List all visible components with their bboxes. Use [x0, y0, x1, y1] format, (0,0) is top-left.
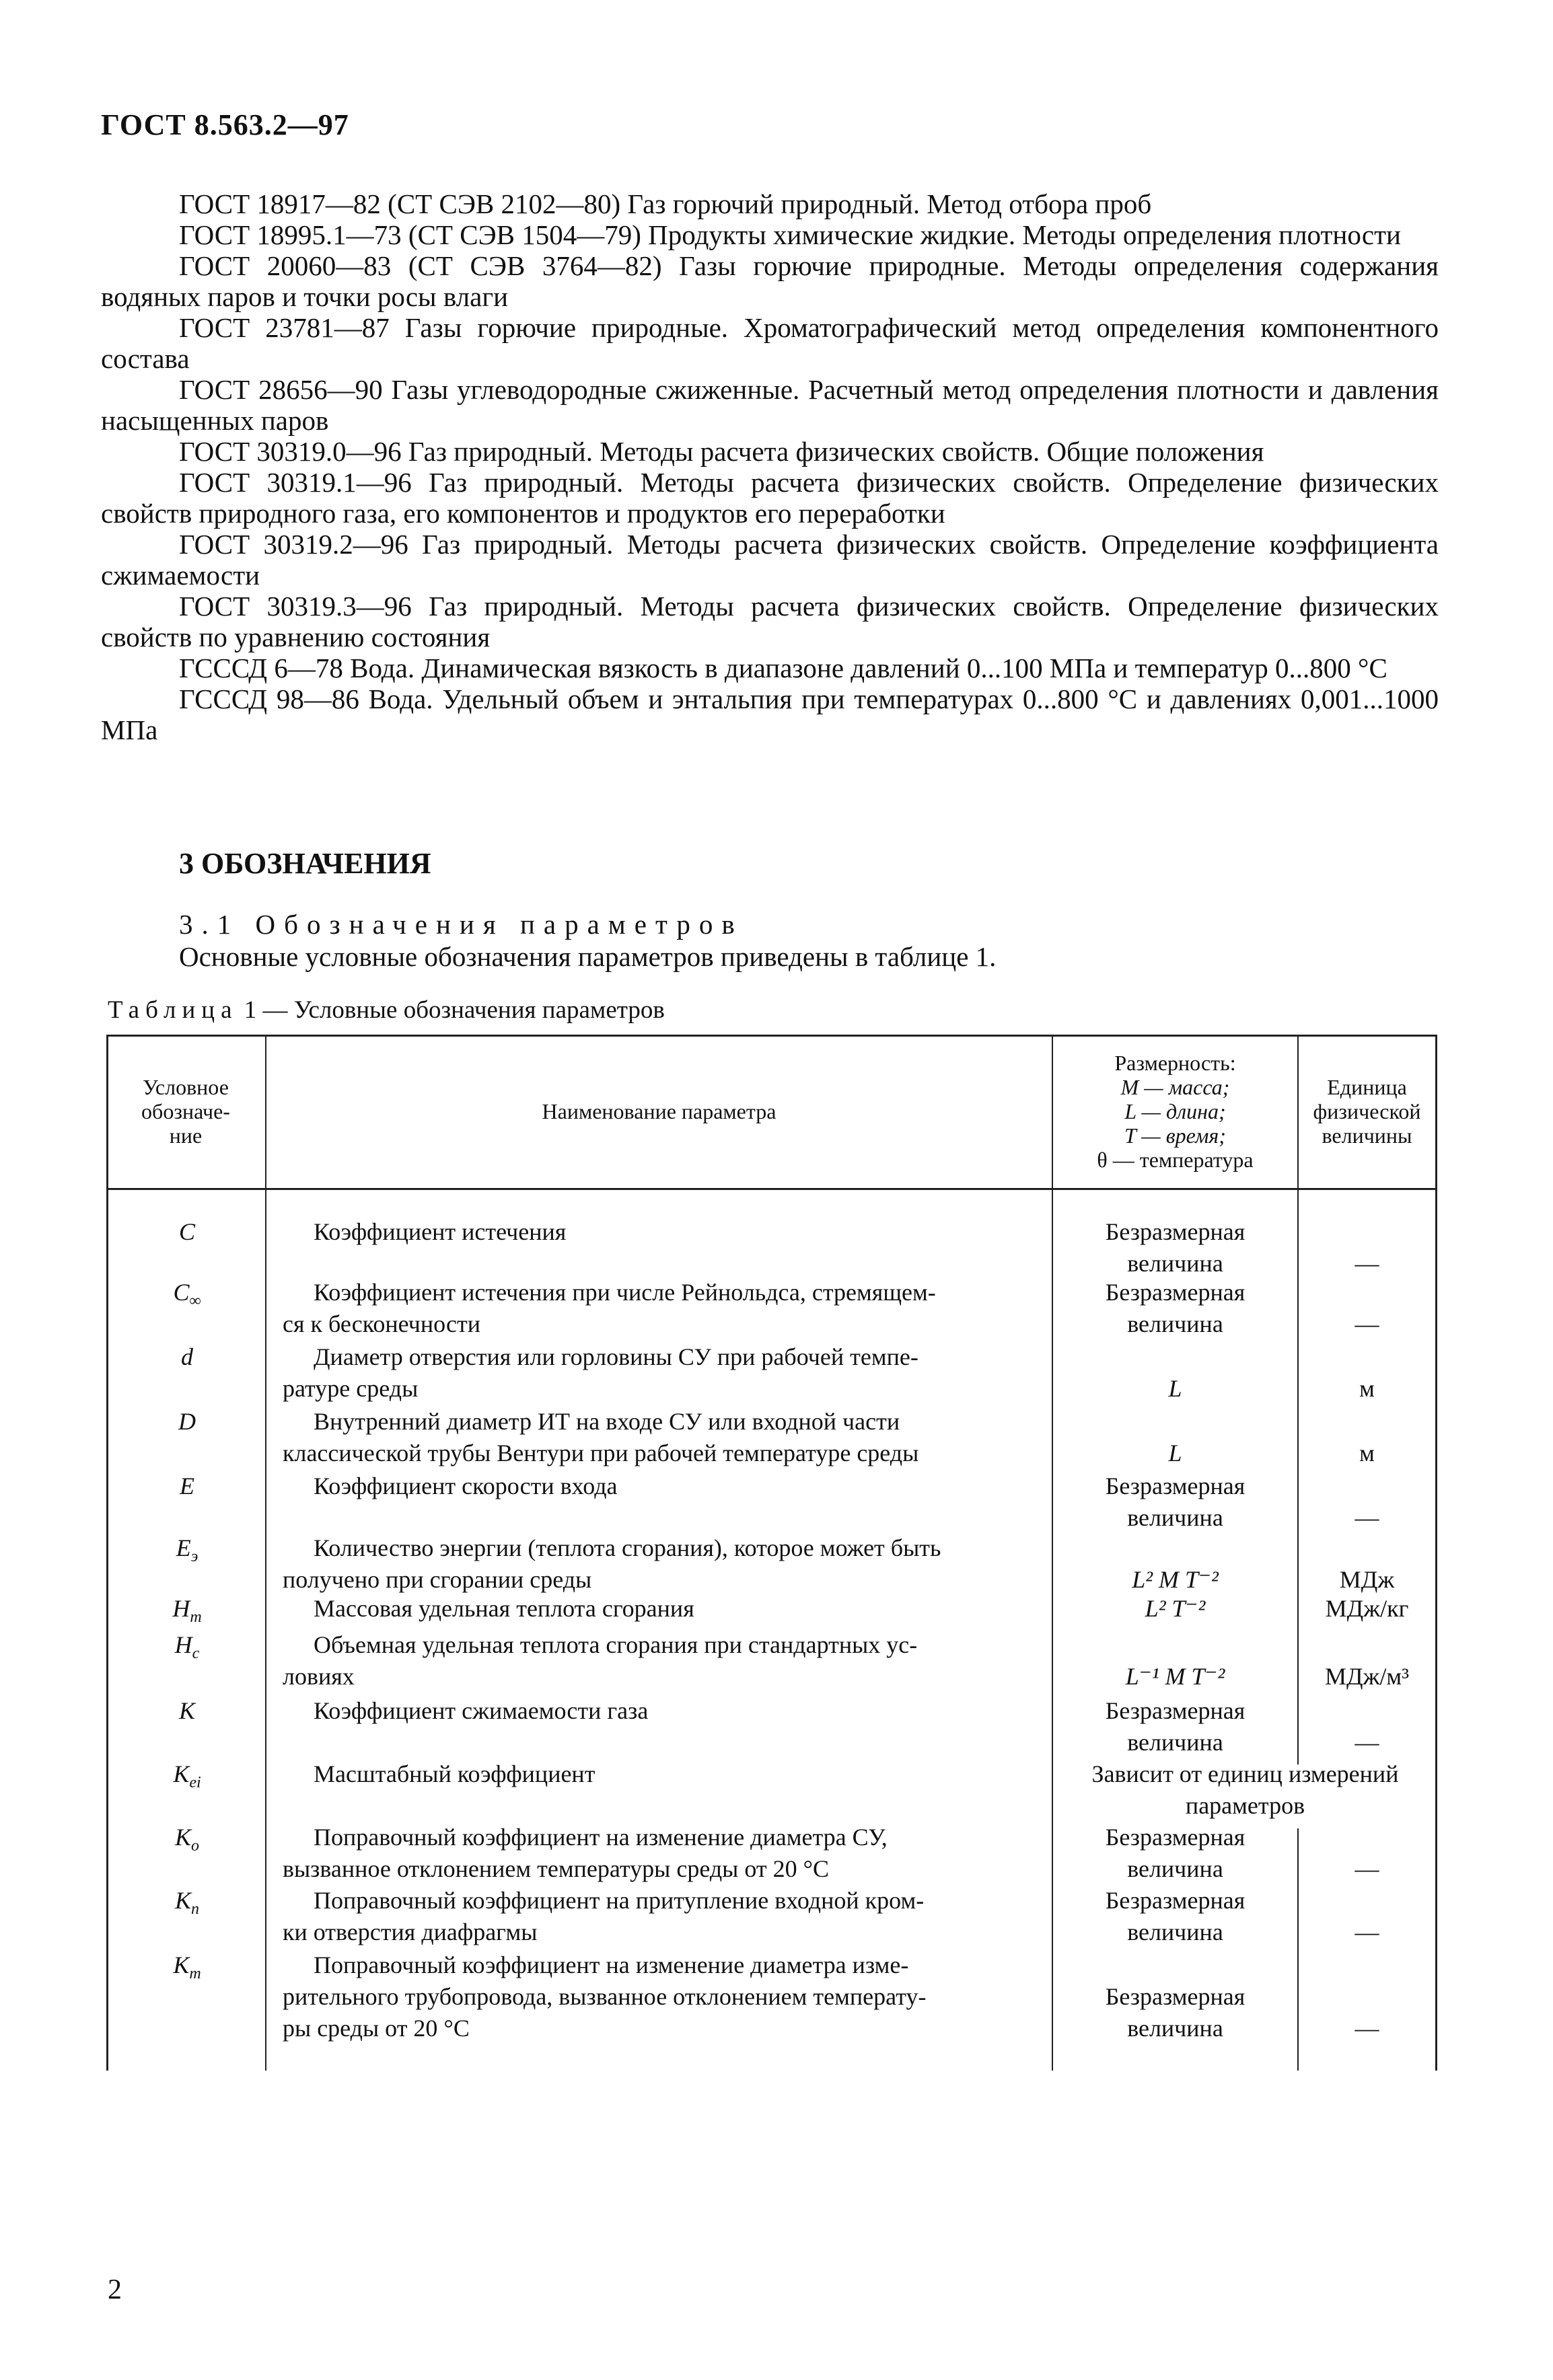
row-dimension-line: величина [1127, 1250, 1223, 1277]
row-symbol [106, 1629, 268, 1670]
row-name-line: Количество энергии (теплота сгорания), которое может быть [314, 1534, 941, 1561]
reference-item: ГОСТ 18995.1—73 (СТ СЭВ 1504—79) Продукты химические жидкие. Методы определения плотности [179, 219, 1401, 250]
symbol-main: K [174, 1824, 191, 1851]
row-name-line: классической трубы Вентури при рабочей температуре среды [283, 1440, 919, 1466]
row-name-line: Коэффициент скорости входа [314, 1473, 618, 1499]
row-name-line: Поправочный коэффициент на притупление входной кром- [314, 1887, 925, 1914]
row-unit: МДж/кг [1325, 1595, 1409, 1622]
header-text: ние [169, 1123, 203, 1148]
reference-item: ГОСТ 30319.1—96 Газ природный. Методы расчета физических свойств. Определение физических свойств природного газа, его компонентов и продуктов его переработки [101, 467, 1439, 529]
row-unit: МДж [1339, 1566, 1395, 1593]
row-unit: — [1355, 1250, 1379, 1277]
header-dimension [1053, 1035, 1297, 1188]
parameters-table [106, 1035, 1437, 2071]
row-name-line: Коэффициент истечения [314, 1218, 567, 1245]
row-name-line: Коэффициент сжимаемости газа [314, 1697, 649, 1724]
table-caption-word: Таблица [108, 996, 238, 1024]
row-symbol [106, 1471, 268, 1502]
reference-item: ГОСТ 20060—83 (СТ СЭВ 3764—82) Газы горючие природные. Методы определения содержания водяных паров и точки росы влаги [101, 250, 1439, 312]
symbol-subscript: m [190, 1608, 202, 1627]
header-text: Условное [143, 1075, 229, 1099]
row-dimension-line: величина [1127, 2015, 1223, 2042]
row-symbol [106, 1277, 268, 1317]
row-dimension-line: величина [1127, 1310, 1223, 1337]
row-unit: МДж/м³ [1324, 1663, 1409, 1690]
row-dimension-line: Безразмерная [1105, 1697, 1245, 1724]
header-text: Размерность: [1114, 1051, 1236, 1075]
reference-item: ГОСТ 30319.0—96 Газ природный. Методы расчета физических свойств. Общие положения [179, 436, 1264, 467]
symbol-subscript: э [190, 1548, 198, 1566]
reference-item: ГОСТ 30319.2—96 Газ природный. Методы расчета физических свойств. Определение коэффициента сжимаемости [101, 529, 1439, 591]
row-name-line: вызванное отклонением температуры среды от 20 °С [283, 1855, 829, 1882]
header-text: физической [1313, 1099, 1421, 1123]
table-caption-text: 1 — Условные обозначения параметров [244, 996, 665, 1024]
header-text: обозначе- [141, 1099, 230, 1123]
symbol-subscript: c [192, 1645, 200, 1663]
row-name-line: ратуре среды [283, 1375, 419, 1402]
row-name-line: получено при сгорании среды [283, 1566, 592, 1593]
subsection-intro: Основные условные обозначения параметров приведены в таблице 1. [179, 941, 997, 972]
table-header-divider [106, 1188, 1437, 1190]
row-dimension-line: Безразмерная [1105, 1473, 1245, 1499]
symbol-main: K [178, 1697, 195, 1724]
row-symbol [106, 1341, 268, 1373]
row-dimension-line: L⁻¹ M T⁻² [1125, 1663, 1225, 1690]
symbol-main: D [178, 1408, 196, 1435]
row-unit: — [1355, 1855, 1379, 1882]
row-dimension-line: L² M T⁻² [1132, 1566, 1219, 1593]
row-name-line: Поправочный коэффициент на изменение диаметра изме- [314, 1951, 909, 1978]
row-name-line: ки отверстия диафрагмы [283, 1919, 538, 1945]
row-name-line: ры среды от 20 °С [283, 2015, 470, 2042]
row-dimension-merged-line: Зависит от единиц измерений [1091, 1760, 1399, 1787]
reference-item: ГСССД 98—86 Вода. Удельный объем и энтальпия при температурах 0...800 °С и давлениях 0,001...1000 МПа [101, 683, 1439, 745]
row-name-line: Внутренний диаметр ИТ на входе СУ или входной части [314, 1408, 900, 1435]
row-unit: — [1355, 2015, 1379, 2042]
symbol-main: K [173, 1760, 190, 1787]
row-unit: м [1359, 1375, 1375, 1402]
row-name-line: Поправочный коэффициент на изменение диаметра СУ, [314, 1824, 888, 1851]
symbol-main: H [174, 1631, 192, 1658]
symbol-subscript: о [191, 1837, 199, 1855]
row-dimension-line: величина [1127, 1919, 1223, 1945]
document-header: ГОСТ 8.563.2—97 [101, 108, 349, 141]
row-name-line: Коэффициент истечения при числе Рейнольдса, стремящем- [314, 1279, 936, 1306]
symbol-main: d [181, 1343, 193, 1370]
symbol-main: K [174, 1887, 191, 1914]
header-unit [1299, 1035, 1435, 1188]
row-symbol [106, 1593, 268, 1633]
symbol-main: K [173, 1951, 190, 1978]
header-text: Единица [1327, 1075, 1407, 1099]
symbol-main: H [172, 1595, 190, 1622]
header-symbol [106, 1035, 265, 1188]
row-dimension-merged-line: параметров [1185, 1792, 1305, 1819]
symbol-main: C [173, 1279, 190, 1306]
row-dimension-line: Безразмерная [1105, 1887, 1245, 1914]
row-symbol [106, 1695, 268, 1727]
symbol-main: E [176, 1534, 191, 1561]
symbol-main: C [178, 1218, 195, 1245]
row-dimension-line: Безразмерная [1105, 1824, 1245, 1851]
header-text: величины [1322, 1123, 1412, 1148]
row-symbol [106, 1532, 268, 1573]
row-name-line: Диаметр отверстия или горловины СУ при рабочей темпе- [314, 1343, 918, 1370]
row-name-line: Объемная удельная теплота сгорания при стандартных ус- [314, 1631, 918, 1658]
row-name-line: Масштабный коэффициент [314, 1760, 595, 1787]
header-text: T — время; [1124, 1123, 1226, 1148]
row-symbol [106, 1216, 268, 1248]
row-name-line: Массовая удельная теплота сгорания [314, 1595, 694, 1622]
row-symbol [106, 1949, 268, 1990]
row-symbol [106, 1885, 268, 1925]
row-symbol [106, 1406, 268, 1438]
row-unit: — [1355, 1310, 1379, 1337]
row-dimension-line: величина [1127, 1504, 1223, 1531]
reference-item: ГОСТ 28656—90 Газы углеводородные сжиженные. Расчетный метод определения плотности и давления насыщенных паров [101, 374, 1439, 436]
page-number: 2 [108, 2274, 122, 2305]
reference-item: ГСССД 6—78 Вода. Динамическая вязкость в диапазоне давлений 0...100 МПа и температур 0...800 °С [179, 653, 1387, 683]
row-dimension-line: Безразмерная [1105, 1983, 1245, 2010]
header-text: L — длина; [1124, 1099, 1226, 1123]
header-text: Наименование параметра [542, 1099, 776, 1123]
row-unit: — [1355, 1504, 1379, 1531]
symbol-subscript: п [191, 1900, 199, 1919]
row-unit: м [1359, 1440, 1375, 1466]
row-name-line: рительного трубопровода, вызванное отклонением температу- [283, 1983, 927, 2010]
row-unit: — [1355, 1919, 1379, 1945]
reference-item: ГОСТ 30319.3—96 Газ природный. Методы расчета физических свойств. Определение физических свойств по уравнению состояния [101, 591, 1439, 653]
row-dimension-line: L [1168, 1375, 1182, 1402]
symbol-subscript: ei [189, 1774, 201, 1792]
row-dimension-line: L [1168, 1440, 1182, 1466]
references-list [101, 188, 1439, 745]
reference-item: ГОСТ 18917—82 (СТ СЭВ 2102—80) Газ горючий природный. Метод отбора проб [179, 188, 1152, 219]
row-symbol [106, 1758, 268, 1799]
row-symbol [106, 1822, 268, 1862]
row-dimension-line: L² T⁻² [1145, 1595, 1206, 1622]
subsection-title: 3.1 Обозначения параметров [179, 909, 744, 940]
row-unit: — [1355, 1729, 1379, 1756]
row-name-line: ловиях [283, 1663, 355, 1690]
row-dimension-line: величина [1127, 1729, 1223, 1756]
table-border-right [1435, 1035, 1437, 2071]
header-name [266, 1035, 1052, 1188]
row-name-line: ся к бесконечности [283, 1310, 480, 1337]
symbol-subscript: ∞ [189, 1292, 201, 1310]
row-dimension-line: величина [1127, 1855, 1223, 1882]
header-text: θ — температура [1097, 1148, 1254, 1172]
section-title: 3 ОБОЗНАЧЕНИЯ [179, 847, 431, 880]
table-caption [108, 996, 665, 1025]
reference-item: ГОСТ 23781—87 Газы горючие природные. Хроматографический метод определения компонентного состава [101, 312, 1439, 374]
row-dimension-line: Безразмерная [1105, 1279, 1245, 1306]
symbol-main: E [180, 1473, 194, 1499]
row-dimension-line: Безразмерная [1105, 1218, 1245, 1245]
header-text: M — масса; [1120, 1075, 1230, 1099]
symbol-subscript: т [189, 1965, 201, 1983]
